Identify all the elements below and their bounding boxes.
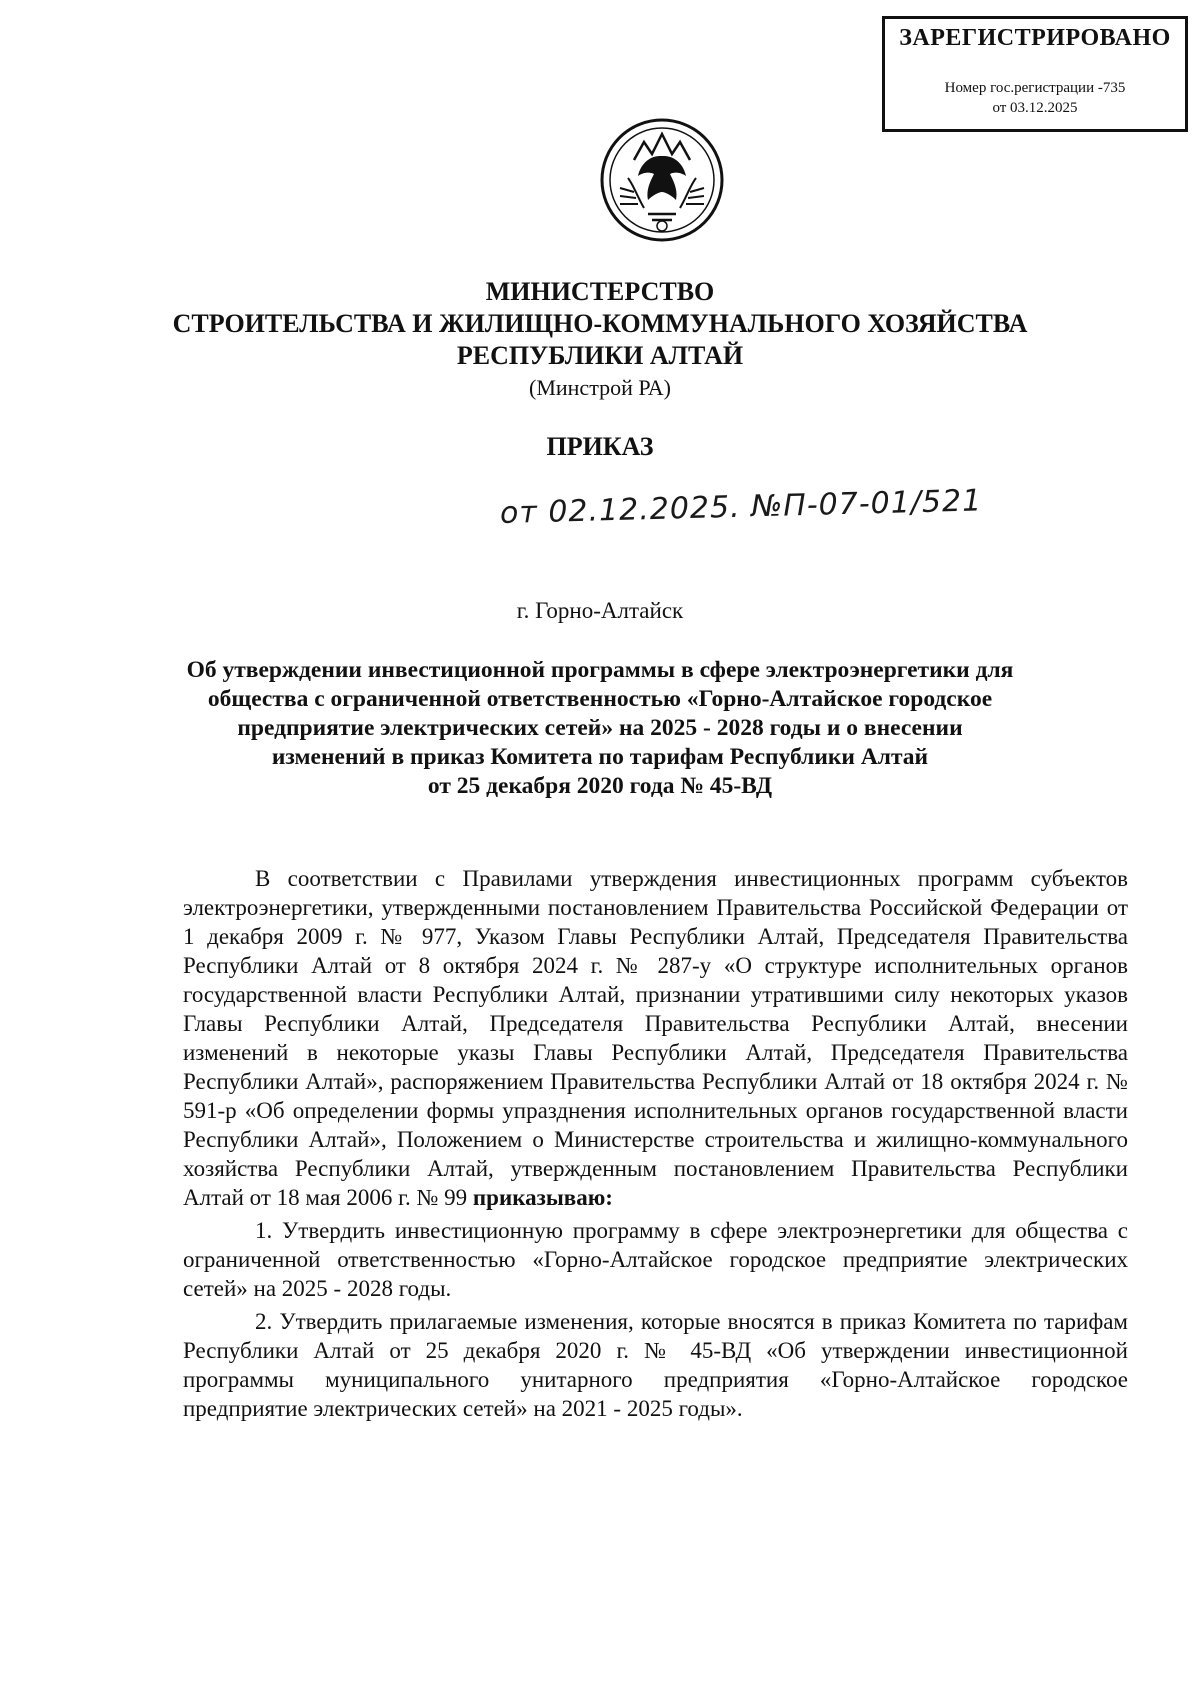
- document-type: ПРИКАЗ: [546, 432, 654, 461]
- ministry-short-name: (Минстрой РА): [529, 375, 671, 400]
- city: г. Горно-Алтайск: [516, 598, 684, 623]
- preamble-text: В соответствии с Правилами утверждения инвестиционных программ субъектов электроэнергетики, утвержденными постановлением Правительства Российской Федерации от 1 декабря 2009 г. № 977, Указом Главы Республики Алтай, Председателя Правительства Республики Алтай от 8 октября 2024 г. № 287-у «О структуре исполнительных органов государственной власти Республики Алтай, признании утратившими силу некоторых указов Главы Республики Алтай, Председателя Правительства Республики Алтай, внесении изменений в некоторые указы Главы Республики Алтай, Председателя Правительства Республики Алтай», распоряжением Правительства Республики Алтай от 18 октября 2024 г. № 591-р «Об определении формы упразднения исполнительных органов государственной власти Республики Алтай», Положением о Министерстве строительства и жилищно-коммунального хозяйства Республики Алтай, утвержденным постановлением Правительства Республики Алтай от 18 мая 2006 г. № 99: [183, 866, 1128, 1210]
- order-word: приказываю:: [472, 1185, 613, 1210]
- subject-line-1: Об утверждении инвестиционной программы в сфере электроэнергетики для: [186, 657, 1014, 683]
- stamp-title: ЗАРЕГИСТРИРОВАНО: [899, 25, 1171, 51]
- handwritten-date-number: от 02.12.2025. №П-07-01/521: [499, 483, 983, 531]
- subject-line-4: изменений в приказ Комитета по тарифам Республики Алтай: [271, 744, 929, 770]
- republic-altai-coat-of-arms-icon: [598, 116, 726, 244]
- document-subject: [180, 656, 1020, 801]
- ministry-name-line-1: МИНИСТЕРСТВО: [485, 277, 715, 306]
- ministry-name-line-2: СТРОИТЕЛЬСТВА И ЖИЛИЩНО-КОММУНАЛЬНОГО ХОЗЯЙСТВА: [172, 309, 1028, 338]
- stamp-registration-date: от 03.12.2025: [992, 100, 1078, 116]
- document-body: [183, 864, 1128, 1423]
- subject-line-5: от 25 декабря 2020 года № 45-ВД: [427, 773, 773, 799]
- ministry-name-line-3: РЕСПУБЛИКИ АЛТАЙ: [456, 341, 744, 370]
- order-item-1: 1. Утвердить инвестиционную программу в сфере электроэнергетики для общества с ограниченной ответственностью «Горно-Алтайское городское предприятие электрических сетей» на 2025 - 2028 годы.: [183, 1218, 1128, 1301]
- subject-line-2: общества с ограниченной ответственностью «Горно-Алтайское городское: [207, 686, 993, 712]
- order-item-2: 2. Утвердить прилагаемые изменения, которые вносятся в приказ Комитета по тарифам Республики Алтай от 25 декабря 2020 г. № 45-ВД «Об утверждении инвестиционной программы муниципального унитарного предприятия «Горно-Алтайское городское предприятие электрических сетей» на 2021 - 2025 годы».: [183, 1309, 1128, 1421]
- registration-stamp: [882, 16, 1188, 132]
- issuer-header: [0, 276, 1200, 462]
- preamble-paragraph: [183, 864, 1128, 1212]
- subject-line-3: предприятие электрических сетей» на 2025 - 2028 годы и о внесении: [237, 715, 963, 741]
- stamp-registration-number: Номер гос.регистрации -735: [944, 80, 1126, 96]
